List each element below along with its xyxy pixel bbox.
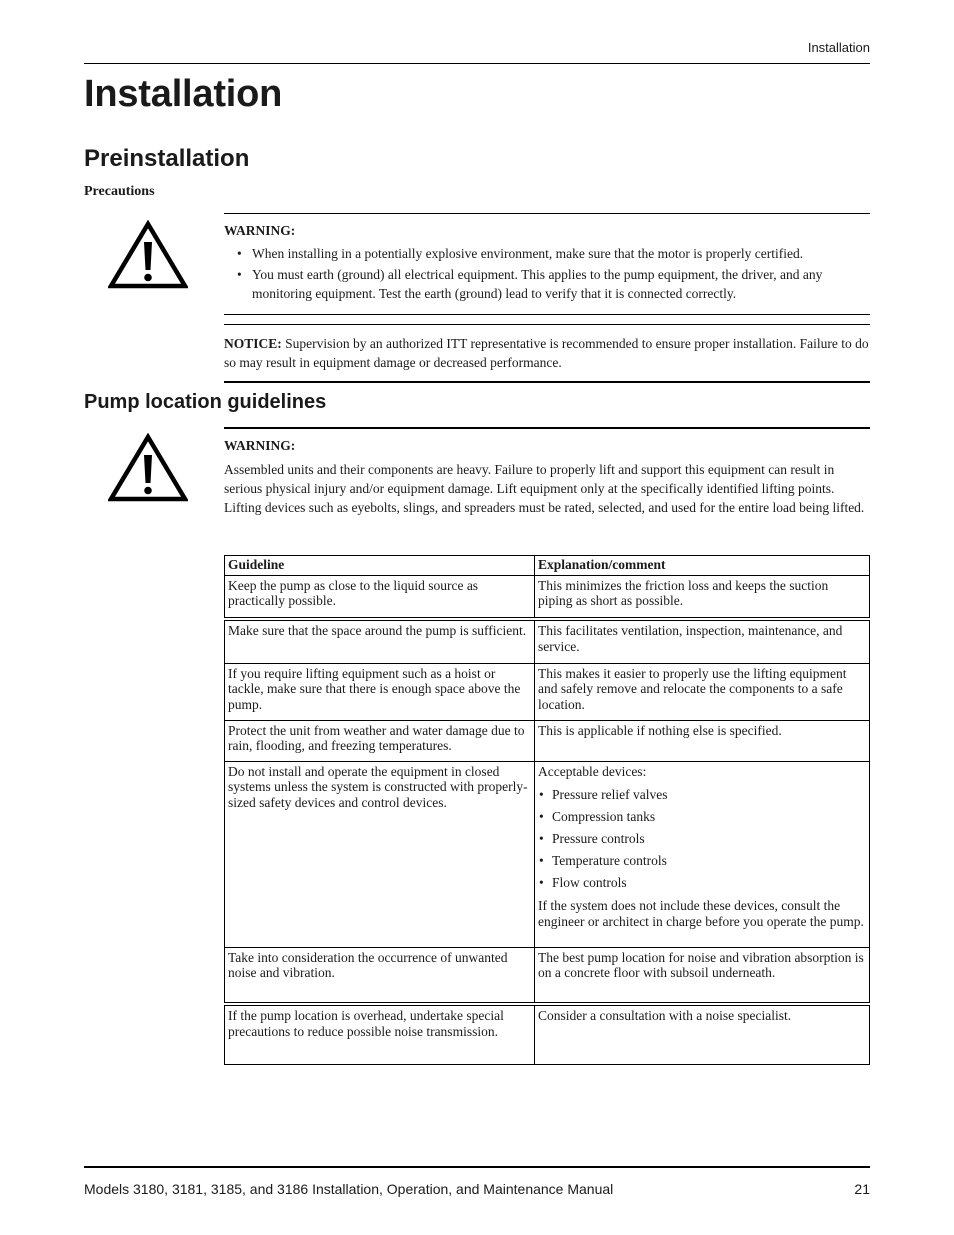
notice-paragraph — [224, 334, 870, 372]
guideline-cell: Take into consideration the occurrence of unwanted noise and vibration. — [225, 947, 535, 1004]
table-row — [225, 1004, 870, 1064]
explanation-cell: This makes it easier to properly use the lifting equipment and safely remove and relocate the components to a safe location. — [535, 663, 870, 720]
footer-rule — [84, 1166, 870, 1168]
list-item: • Pressure relief valves — [538, 784, 866, 806]
table-header-row — [225, 556, 870, 576]
guidelines-table — [224, 555, 870, 1065]
warning-triangle-icon — [108, 220, 188, 290]
warning-item: • You must earth (ground) all electrical equipment. This applies to the pump equipment, the driver, and any monitoring equipment. Test the earth (ground) lead to verify that it is connected correctly. — [224, 265, 870, 303]
table-row — [225, 761, 870, 947]
explanation-cell: This is applicable if nothing else is specified. — [535, 720, 870, 761]
explanation-cell — [535, 761, 870, 947]
warning2-title: WARNING: — [224, 438, 296, 453]
warning2-top-rule — [224, 427, 870, 429]
guideline-cell: If you require lifting equipment such as a hoist or tackle, make sure that there is enough space above the pump. — [225, 663, 535, 720]
guideline-cell: Protect the unit from weather and water damage due to rain, flooding, and freezing temperatures. — [225, 720, 535, 761]
running-header: Installation — [807, 40, 870, 55]
page-title: Installation — [84, 73, 283, 115]
list-item: • Pressure controls — [538, 828, 866, 850]
header-rule — [84, 63, 870, 64]
table-row — [225, 947, 870, 1004]
notice-label: NOTICE: — [224, 336, 282, 351]
guideline-cell: Keep the pump as close to the liquid source as practically possible. — [225, 575, 535, 619]
list-item: • Flow controls — [538, 872, 866, 894]
explanation-cell: Consider a consultation with a noise specialist. — [535, 1004, 870, 1064]
warning-title: WARNING: — [224, 223, 296, 238]
warning-bottom-rule — [224, 314, 870, 315]
table-header-guideline: Guideline — [225, 556, 535, 576]
warning-list — [224, 244, 870, 305]
guideline-cell: If the pump location is overhead, undertake special precautions to reduce possible noise transmission. — [225, 1004, 535, 1064]
explanation-cell: The best pump location for noise and vibration absorption is on a concrete floor with subsoil underneath. — [535, 947, 870, 1004]
explanation-cell: This facilitates ventilation, inspection, maintenance, and service. — [535, 619, 870, 663]
footer-manual-title: Models 3180, 3181, 3185, and 3186 Installation, Operation, and Maintenance Manual — [84, 1181, 614, 1197]
table-row — [225, 663, 870, 720]
guideline-cell: Make sure that the space around the pump is sufficient. — [225, 619, 535, 663]
warning-triangle-icon — [108, 433, 188, 503]
warning2-text: Assembled units and their components are heavy. Failure to properly lift and support this equipment can result in serious physical injury and/or equipment damage. Lift equipment only at the specifically identified lifting points. Lifting devices such as eyebolts, slings, and spreaders must be rated, selected, and used for the entire load being lifted. — [224, 462, 865, 515]
warning-item: • When installing in a potentially explosive environment, make sure that the motor is properly certified. — [224, 244, 870, 263]
table-header-explanation: Explanation/comment — [535, 556, 870, 576]
list-item: • Temperature controls — [538, 850, 866, 872]
guideline-cell: Do not install and operate the equipment in closed systems unless the system is constructed with properly-sized safety devices and control devices. — [225, 761, 535, 947]
list-item: • Compression tanks — [538, 806, 866, 828]
page-number: 21 — [854, 1181, 870, 1197]
notice-top-rule — [224, 324, 870, 325]
table-row — [225, 575, 870, 619]
warning-top-rule — [224, 213, 870, 214]
explanation-intro: Acceptable devices: — [538, 763, 647, 779]
precautions-heading: Precautions — [84, 184, 155, 199]
table-row — [225, 619, 870, 663]
pump-location-heading: Pump location guidelines — [84, 391, 327, 413]
explanation-outro: If the system does not include these devices, consult the engineer or architect in charge before you operate the pump. — [538, 898, 864, 929]
explanation-cell: This minimizes the friction loss and keeps the suction piping as short as possible. — [535, 575, 870, 619]
acceptable-devices-list — [538, 784, 866, 894]
notice-text: Supervision by an authorized ITT representative is recommended to ensure proper installation. Failure to do so may result in equipment damage or decreased performance. — [224, 336, 869, 370]
table-row — [225, 720, 870, 761]
notice-bottom-rule — [224, 381, 870, 383]
preinstallation-heading: Preinstallation — [84, 145, 250, 172]
